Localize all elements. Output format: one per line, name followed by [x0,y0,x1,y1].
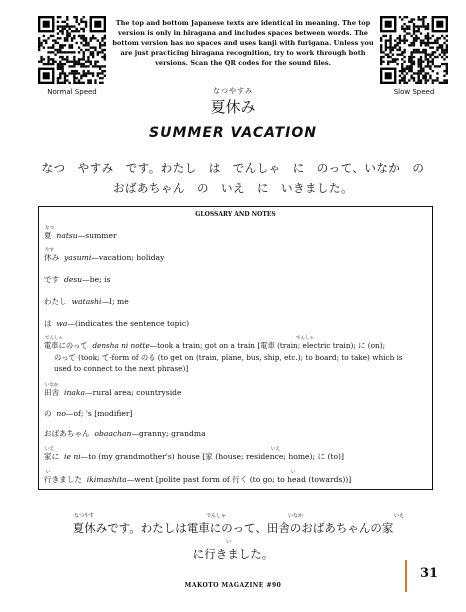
glossary-romaji: ikimashita [86,475,127,484]
glossary-romaji: ie ni [64,452,81,461]
glossary-romaji: obaachan [94,429,132,438]
glossary-entry [44,428,429,439]
glossary-term: 家に [44,452,60,461]
glossary-term: わたし [44,297,67,306]
glossary-romaji: yasumi [64,253,92,262]
glossary-definition: —vacation; holiday [91,253,165,262]
glossary-term: 田舎 [44,388,60,397]
glossary-entry [44,408,429,419]
furigana: い [291,470,296,475]
glossary-romaji: wa [56,319,68,328]
hiragana-line-1: なつ やすみ です。わたし は でんしゃ に のって、いなか の [41,161,425,175]
glossary-definition: —took a train; got on a train [電車 (train; electric train); に (on); [149,341,386,350]
furigana: なつやす [74,513,95,519]
glossary-box [38,206,433,490]
title-english: SUMMER VACATION [149,125,317,141]
glossary-term: おばあちゃん [44,429,90,438]
qr-code-icon [38,16,106,84]
furigana: いなか [45,383,59,388]
intro-text: The top and bottom Japanese texts are identical in meaning. The top version is only in hiragana and includes spaces between words. The bottom version has no spaces and uses kanji with furigana. Unless you are just practicing hiragana recognition, try to work through both versions. Scan the QR codes for the sound files. [112,19,374,67]
glossary-definition: —be; is [82,275,111,284]
furigana: い [46,470,51,475]
qr-label-slow-speed: Slow Speed [393,88,435,96]
glossary-term: 電車にのって [44,341,88,350]
glossary-definition: —summer [77,231,117,240]
furigana: いなか [288,513,304,519]
glossary-romaji: watashi [71,297,102,306]
glossary-romaji: desu [64,275,83,284]
furigana: いえ [394,513,405,519]
glossary-entry [44,274,429,285]
glossary-term: 行きました [44,475,82,484]
glossary-entry [44,474,429,485]
glossary-term: 休み [44,253,60,262]
glossary-romaji: densha ni notte [92,341,150,350]
glossary-definition: —rural area; countryside [85,388,182,397]
title-japanese: 夏休み [210,98,256,116]
title-furigana: なつやすみ [213,87,253,95]
glossary-entry [44,296,429,307]
glossary-entry [44,230,429,241]
glossary-entry [44,387,429,398]
kanji-line-1: 夏休みです。わたしは電車にのって、田舎のおばあちゃんの家 [72,521,394,535]
furigana: いえ [271,447,280,452]
qr-code-icon [380,16,448,84]
glossary-romaji: inaka [64,388,85,397]
glossary-entry [44,451,429,462]
qr-code-slow-speed[interactable] [380,16,448,84]
glossary-definition: —of; 's [modifier] [65,409,133,418]
glossary-definition: —I; me [101,297,129,306]
furigana: でんしゃ [206,513,227,519]
glossary-definition: —to (my grandmother's) house [家 (house; residence; home); に (to)] [80,452,344,461]
glossary-definition: —went [polite past form of 行く (to go; to head (towards))] [126,475,352,484]
furigana: やす [45,248,54,253]
glossary-entry [44,252,429,263]
hiragana-line-2: おばあちゃん の いえ に いきました。 [113,181,353,195]
furigana: いえ [45,447,54,452]
glossary-romaji: no [56,409,66,418]
magazine-footer: MAKOTO MAGAZINE #90 [184,582,282,589]
glossary-term: は [44,319,52,328]
glossary-title: GLOSSARY AND NOTES [195,211,276,218]
page-number-divider [405,560,407,592]
qr-label-normal-speed: Normal Speed [47,88,97,96]
glossary-entry-continued: used to connect to the next phrase)] [54,364,189,373]
furigana: でんしゃ [296,336,314,341]
glossary-romaji: natsu [56,231,78,240]
glossary-entry [44,340,429,351]
glossary-term: の [44,409,52,418]
furigana: でんしゃ [45,336,63,341]
furigana: なつ [45,226,54,231]
kanji-line-2: に行きました。 [192,547,274,561]
glossary-term: です [44,275,60,284]
page-number: 31 [420,566,439,581]
glossary-entry [44,318,429,329]
glossary-definition: —(indicates the sentence topic) [67,319,190,328]
qr-code-normal-speed[interactable] [38,16,106,84]
glossary-entry-continued: のって (took; て-form of のる (to get on (train, plane, bus, ship, etc.); to board; to take) which is [54,353,403,362]
glossary-term: 夏 [44,231,52,240]
furigana: い [226,539,232,545]
glossary-definition: —granny; grandma [131,429,206,438]
